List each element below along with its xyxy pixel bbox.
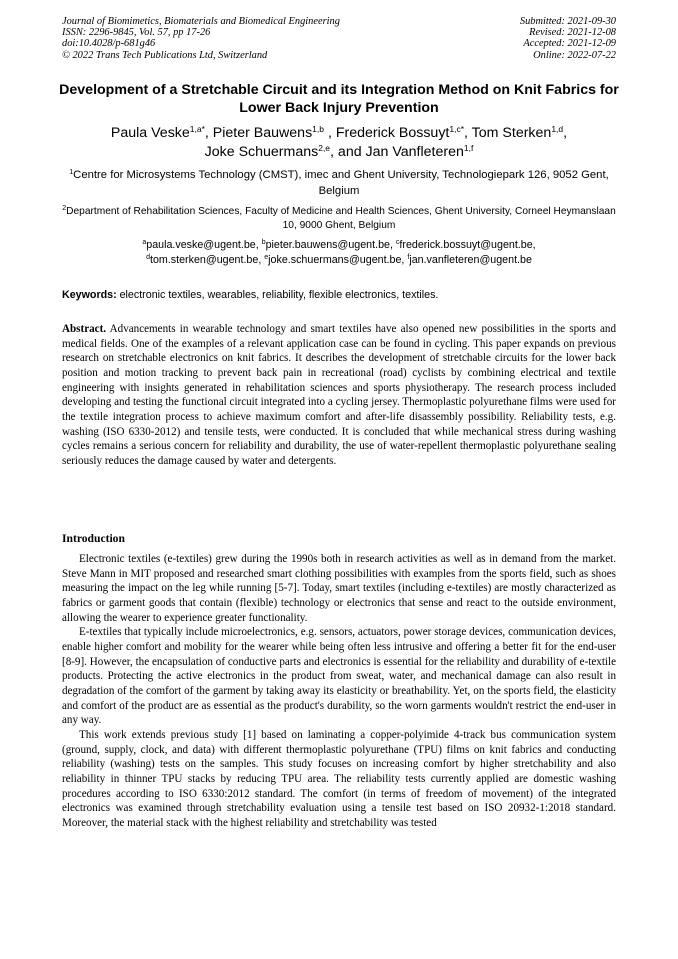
affiliation-2: $^2$Department of Rehabilitation Sciences, Faculty of Medicine and Health Sciences, Ghent University, Corneel Heymanslaan 10, 9000 Ghent, Belgium — [62, 205, 616, 231]
abstract — [62, 322, 616, 469]
journal-doi: doi:10.4028/p-681g46 — [62, 38, 156, 50]
introduction-body — [62, 552, 616, 830]
journal-issn: ISSN: 2296-9845, Vol. 57, pp 17-26 — [62, 27, 211, 39]
section-heading-introduction: Introduction — [62, 532, 125, 545]
date-accepted: Accepted: 2021-12-09 — [523, 38, 616, 50]
keywords-label: Keywords: — [62, 289, 117, 301]
paragraph: Electronic textiles (e-textiles) grew during the 1990s both in research activities as well as in demand from the market. Steve Mann in MIT proposed and researched smart clothing possibilities with examples from the sports field, such as shoes measuring the impact on the leg while running [5-7]. Today, smart textiles (including e-textiles) are mostly characterized as fabrics or garment goods that contain (flexible) technology or electronics that sense and react to the outside environment, allowing the wearer to experience greater functionality. — [62, 553, 616, 624]
email-item[interactable]: $^f$jan.vanfleteren@ugent.be — [407, 254, 532, 266]
paragraph: E-textiles that typically include microelectronics, e.g. sensors, actuators, power storage devices, communication devices, enable higher comfort and mobility for the wearer while being often less intrusive and offering a better fit for the end-user [8-9]. However, the encapsulation of conductive parts and electronics is essential for the reliability and durability of e-textile products. Protecting the active electronics in the product from sweat, water, and mechanical damage can also result in degradation of the comfort of the garment by taking away its elasticity or breathability. Yet, on the sports field, the elasticity and comfort of the product are as essential as the product's durability, so the worn garments wouldn't restrict the end-user in any way. — [62, 626, 616, 727]
journal-copyright: © 2022 Trans Tech Publications Ltd, Switzerland — [62, 49, 268, 61]
journal-header — [62, 16, 340, 61]
dates-header — [520, 16, 616, 61]
author: Paula Veske$^{1,a*}$, — [110, 124, 213, 141]
affiliation-1: $^1$Centre for Microsystems Technology (CMST), imec and Ghent University, Technologiepark 126, 9052 Gent, Belgium — [69, 169, 609, 197]
keywords — [62, 288, 618, 302]
journal-name: Journal of Biomimetics, Biomaterials and Biomedical Engineering — [62, 16, 340, 27]
email-item[interactable]: $^a$paula.veske@ugent.be — [142, 239, 256, 251]
date-revised: Revised: 2021-12-08 — [529, 27, 616, 39]
email-item[interactable]: $^b$pieter.bauwens@ugent.be — [261, 239, 390, 251]
date-online: Online: 2022-07-22 — [533, 49, 616, 61]
author-emails: $^a$paula.veske@ugent.be, $^b$pieter.bauwens@ugent.be, $^c$frederick.bossuyt@ugent.be, $^d$tom.sterken@ugent.be, $^e$joke.schuermans@ugent.be, $^f$jan.vanfleteren@ugent.be — [142, 239, 536, 266]
email-item[interactable]: $^e$joke.schuermans@ugent.be — [264, 254, 402, 266]
paper-title: Development of a Stretchable Circuit and its Integration Method on Knit Fabrics for Lower Back Injury Prevention — [59, 82, 619, 116]
author-list — [40, 124, 638, 161]
abstract-text: Advancements in wearable technology and smart textiles have also opened new possibilities in the sports and medical fields. One of the examples of a relevant application case can be found in cycling. This paper expands on previous research on stretchable electronics on knit fabrics. It describes the development of stretchable circuits for the lower back position and motion tracking to prevent back pain in recreational (road) cyclists by combining electrical and textile engineering with insights generated in rehabilitation sciences and sports physiotherapy. The research process included developing and testing the functional circuit integrated into a cycling jersey. Thermoplastic polyurethane films were used for the textile integration process to achieve maximum comfort and after-life disassembly possibility. Reliability tests, e.g. washing (ISO 6330-2012) and tensile tests, were conducted. It is concluded that while mechanical stress during washing cycles remains a serious concern for reliability and durability, the use of water-repellent thermoplastic polyurethane sealing seriously reduces the damage caused by water and detergents. — [62, 323, 616, 467]
author: Pieter Bauwens$^{1,b}$ , — [212, 124, 336, 141]
paragraph: This work extends previous study [1] based on laminating a copper-polyimide 4-track bus communication system (ground, supply, clock, and data) with different thermoplastic polyurethane (TPU) films on knit fabrics and conducting reliability (washing) tests on the samples. This study focuses on increasing comfort by higher stretchability and also reliability in thinner TPU stacks by reducing TPU area. The reliability tests currently applied are domestic washing procedures according to ISO 6330:2012 standard. The comfort (in terms of freedom of movement) of the integrated electronics was examined through stretchability evaluation using a tensile test based on ISO 20932-1:2018 standard. Moreover, the material stack with the highest reliability and stretchability was tested — [62, 728, 616, 829]
email-item[interactable]: $^c$frederick.bossuyt@ugent.be — [395, 239, 533, 251]
author: Joke Schuermans$^{2,e}$, and — [204, 142, 366, 160]
keywords-text: electronic textiles, wearables, reliability, flexible electronics, textiles. — [116, 289, 439, 301]
author: Jan Vanfleteren$^{1,f}$ — [365, 142, 474, 160]
date-submitted: Submitted: 2021-09-30 — [519, 16, 616, 27]
email-item[interactable]: $^d$tom.sterken@ugent.be — [146, 254, 259, 266]
abstract-label: Abstract. — [62, 323, 107, 335]
author: Tom Sterken$^{1,d}$, — [471, 124, 568, 141]
author: Frederick Bossuyt$^{1,c*}$, — [335, 124, 472, 141]
